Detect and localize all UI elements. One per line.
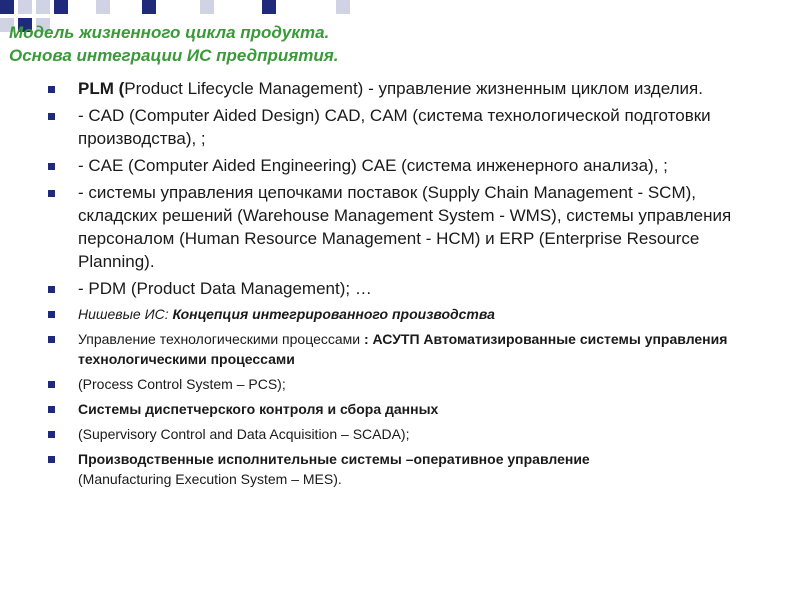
- slide-title: [9, 21, 339, 67]
- square-bullet-icon: [48, 286, 55, 293]
- list-item: (Supervisory Control and Data Acquisition – SCADA);: [48, 424, 768, 444]
- list-item: - PDM (Product Data Management); …: [48, 277, 768, 300]
- square-bullet-icon: [48, 456, 55, 463]
- square-icon: [96, 0, 110, 14]
- square-bullet-icon: [48, 113, 55, 120]
- list-item: Системы диспетчерского контроля и сбора данных: [48, 399, 768, 419]
- title-line-2: Основа интеграции ИС предприятия.: [9, 46, 339, 65]
- list-item: PLM (Product Lifecycle Management) - управление жизненным циклом изделия.: [48, 77, 768, 100]
- square-icon: [54, 0, 68, 14]
- square-bullet-icon: [48, 190, 55, 197]
- square-icon: [0, 0, 14, 14]
- square-icon: [336, 0, 350, 14]
- bullet-list: [48, 77, 768, 494]
- square-icon: [18, 0, 32, 14]
- square-icon: [200, 0, 214, 14]
- list-item: - системы управления цепочками поставок (Supply Chain Management - SCM), складских решений (Warehouse Management System - WMS), системы управления персоналом (Human Resource Management - HCM) и ERP (Enterprise Resource Planning).: [48, 181, 768, 273]
- list-item: - CAE (Computer Aided Engineering) CAE (система инженерного анализа), ;: [48, 154, 768, 177]
- square-icon: [142, 0, 156, 14]
- square-bullet-icon: [48, 431, 55, 438]
- title-line-1: Модель жизненного цикла продукта.: [9, 23, 330, 42]
- square-bullet-icon: [48, 163, 55, 170]
- list-item: Нишевые ИС: Концепция интегрированного производства: [48, 304, 768, 324]
- square-icon: [36, 0, 50, 14]
- list-item: (Process Control System – PCS);: [48, 374, 768, 394]
- list-item: Управление технологическими процессами : АСУТП Автоматизированные системы управления технологическими процессами: [48, 329, 768, 369]
- square-icon: [262, 0, 276, 14]
- square-bullet-icon: [48, 381, 55, 388]
- square-bullet-icon: [48, 406, 55, 413]
- square-bullet-icon: [48, 311, 55, 318]
- list-item: Производственные исполнительные системы –оперативное управление (Manufacturing Execution System – MES).: [48, 449, 768, 489]
- square-bullet-icon: [48, 86, 55, 93]
- list-item: - CAD (Computer Aided Design) CAD, CAM (система технологической подготовки производства), ;: [48, 104, 768, 150]
- square-bullet-icon: [48, 336, 55, 343]
